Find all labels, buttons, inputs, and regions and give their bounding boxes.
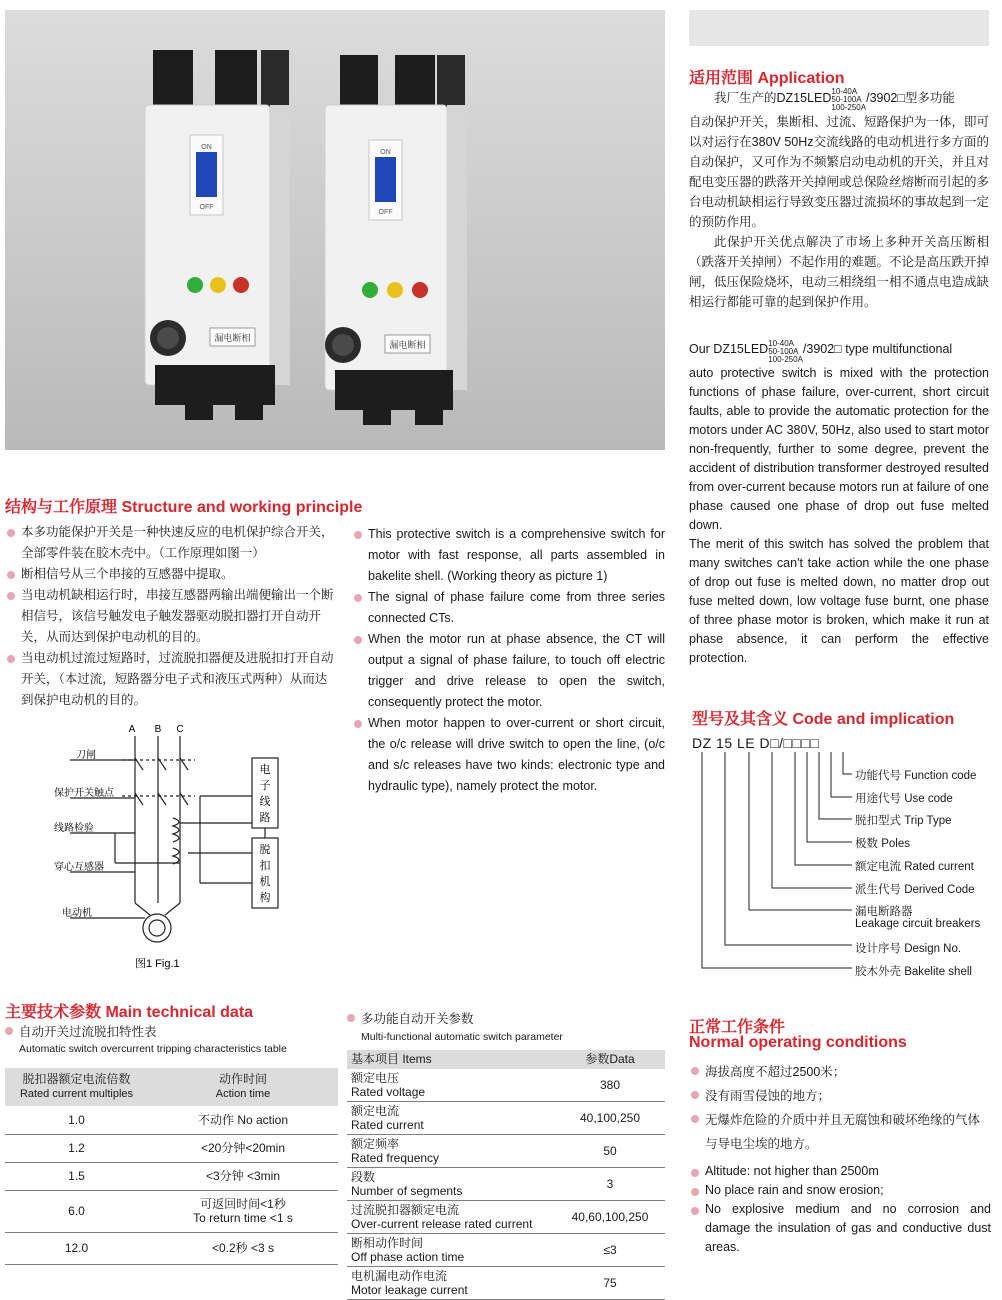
table-row: 12.0 <0.2秒 <3 s bbox=[5, 1232, 338, 1264]
circuit-diagram bbox=[40, 718, 340, 978]
condition-cn-item: 无爆炸危险的介质中并且无腐蚀和破坏绝缘的气体与导电尘埃的地方。 bbox=[689, 1108, 991, 1156]
conditions-title-en: Normal operating conditions bbox=[689, 1034, 907, 1051]
app-en-p1-rest: auto protective switch is mixed with the protection functions of phase failure, over-current, short circuit faults, able to provide the automatic protection for the motors under AC 380V, 50Hz, also used to start motor non-frequently, further to some degree, prevent the accident of distribution transformer destroyed resulted from over-current because motors run at failure of one phase caused one phase of drop out fuse melted down. bbox=[689, 366, 989, 532]
code-title: 型号及其含义 Code and implication bbox=[692, 711, 955, 728]
code-item-design: 设计序号 Design No. bbox=[855, 943, 962, 955]
oc-header-time: 动作时间 Action time bbox=[148, 1068, 338, 1106]
structure-cn-list bbox=[5, 522, 335, 711]
on-label-right: ON bbox=[380, 149, 391, 156]
structure-cn-item: 本多功能保护开关是一种快速反应的电机保护综合开关，全部零件装在胶木壳中。（工作原理如图一） bbox=[5, 522, 335, 564]
on-label-left: ON bbox=[201, 144, 212, 151]
structure-en-item: This protective switch is a comprehensive switch for motor with fast response, all parts assembled in bakelite shell. (Working theory as picture 1) bbox=[352, 524, 665, 587]
box1-char: 路 bbox=[259, 812, 271, 824]
box1-char: 子 bbox=[259, 780, 271, 792]
table-row: 断相动作时间 Off phase action time ≤3 bbox=[347, 1234, 665, 1267]
mf-header-item: 基本项目 Items bbox=[347, 1050, 555, 1069]
condition-en-item: No place rain and snow erosion; bbox=[689, 1181, 991, 1200]
table-row: 额定电压 Rated voltage 380 bbox=[347, 1069, 665, 1102]
code-item-poles: 极数 Poles bbox=[855, 838, 910, 850]
overcurrent-table bbox=[5, 1068, 338, 1265]
table-row: 段数 Number of segments 3 bbox=[347, 1168, 665, 1201]
box2-char: 构 bbox=[259, 892, 271, 904]
label-ct: 穿心互感器 bbox=[54, 862, 104, 873]
breaker-right bbox=[325, 55, 467, 425]
box2-char: 机 bbox=[259, 876, 271, 888]
table-row: 额定频率 Rated frequency 50 bbox=[347, 1135, 665, 1168]
app-cn-p1-rest: 自动保护开关，集断相、过流、短路保护为一体，即可以对运行在380V 50Hz交流线路的电动机进行多方面的自动保护，又可作为不频繁启动电动机的开关，并且对配电变压器的跌落开关掉闸或总保险丝熔断而引起的多台电动机缺相运行导致变压器过流损坏的事故起到一定的预防作用。 bbox=[689, 115, 990, 229]
phase-b: B bbox=[154, 724, 162, 735]
app-cn-p2: 此保护开关优点解决了市场上多种开关高压断相（跌落开关掉闸）不起作用的难题。不论是高压跌开掉闸，低压保险烧坏，电动三相绕组一相不通点电造成缺相运行都能可靠的起到保护作用。 bbox=[689, 235, 990, 309]
condition-en-item: Altitude: not higher than 2500m bbox=[689, 1162, 991, 1181]
structure-cn-item: 当电动机过流过短路时，过流脱扣器便及进脱扣打开自动开关，（本过流，短路器分电子式和液压式两种）从而达到保护电动机的目的。 bbox=[5, 648, 335, 711]
condition-cn-item: 没有雨雪侵蚀的地方； bbox=[689, 1084, 991, 1108]
bullet-dot bbox=[347, 1014, 355, 1022]
oc-title-en: Automatic switch overcurrent tripping characteristics table bbox=[19, 1043, 287, 1055]
oc-title-cn: 自动开关过流脱扣特性表 bbox=[19, 1025, 157, 1039]
technical-title: 主要技术参数 Main technical data bbox=[5, 1004, 254, 1021]
mf-title-cn: 多功能自动开关参数 bbox=[361, 1012, 474, 1026]
table-row: 过流脱扣器额定电流 Over-current release rated current 40,60,100,250 bbox=[347, 1201, 665, 1234]
figure-caption: 图1 Fig.1 bbox=[135, 958, 180, 970]
box2-char: 脱 bbox=[259, 844, 271, 856]
condition-en-item: No explosive medium and no corrosion and damage the insulation of gas and conductive dust areas. bbox=[689, 1200, 991, 1257]
box1-char: 电 bbox=[259, 764, 271, 776]
breaker-illustration bbox=[5, 10, 665, 450]
code-item-use: 用途代号 Use code bbox=[855, 793, 953, 805]
header-grey-bar bbox=[689, 10, 989, 46]
panel-label-left: 漏电断相 bbox=[214, 333, 251, 343]
label-line-check: 线路检验 bbox=[54, 823, 94, 834]
mf-title bbox=[347, 1011, 474, 1027]
condition-cn-item: 海拔高度不超过2500米； bbox=[689, 1060, 991, 1084]
product-photo bbox=[5, 10, 665, 450]
app-en-currents: 10-40A 50-100A 100-250A bbox=[768, 339, 803, 364]
table-row: 电机漏电动作电流 Motor leakage current 75 bbox=[347, 1267, 665, 1300]
structure-cn-item: 断相信号从三个串接的互感器中提取。 bbox=[5, 564, 335, 585]
phase-a: A bbox=[128, 724, 136, 735]
conditions-title-cn: 正常工作条件 bbox=[689, 1019, 786, 1036]
application-cn bbox=[689, 88, 989, 312]
oc-header-multiple: 脱扣器额定电流倍数 Rated current multiples bbox=[5, 1068, 148, 1106]
code-bracket-lines bbox=[692, 752, 862, 972]
off-label-left: OFF bbox=[199, 204, 214, 211]
code-item-current: 额定电流 Rated current bbox=[855, 861, 974, 873]
phase-c: C bbox=[176, 724, 184, 735]
model-code: DZ 15 LE D□/□□□□ bbox=[692, 735, 820, 751]
table-row: 6.0 可返回时间<1秒 To return time <1 s bbox=[5, 1190, 338, 1232]
code-item-derived: 派生代号 Derived Code bbox=[855, 884, 975, 896]
panel-label-right: 漏电断相 bbox=[389, 340, 426, 350]
code-item-shell: 胶木外壳 Bakelite shell bbox=[855, 966, 972, 978]
conditions-en-list bbox=[689, 1162, 991, 1257]
app-en-p2: The merit of this switch has solved the problem that many switches can't take action while the one phase of drop out fuse is melted down, no matter drop out fuse melted down, low voltage fuse burnt, one phase of three phase motor is broken, which make it run at phase absence, it can perform the effective protection. bbox=[689, 537, 989, 665]
conditions-cn-list bbox=[689, 1060, 991, 1156]
mf-header-data: 参数Data bbox=[555, 1050, 665, 1069]
application-en bbox=[689, 338, 989, 668]
oc-title bbox=[5, 1024, 157, 1040]
structure-en-item: When motor happen to over-current or short circuit, the o/c release will drive switch to open the line, (o/c and s/c releases have two kinds: electronic type and hydraulic type), namely protect the motor. bbox=[352, 713, 665, 797]
app-cn-prefix: 我厂生产的DZ15LED bbox=[714, 91, 832, 105]
multifunction-table bbox=[347, 1050, 665, 1300]
structure-en-item: When the motor run at phase absence, the CT will output a signal of phase failure, to touch off electric trigger and drive release to open the switch, consequently protect the motor. bbox=[352, 629, 665, 713]
structure-en-list bbox=[352, 524, 665, 797]
code-item-leakage-en: Leakage circuit breakers bbox=[855, 918, 981, 930]
app-cn-suffix: /3902□型多功能 bbox=[866, 91, 955, 105]
app-en-suffix: /3902□ type multifunctional bbox=[802, 342, 953, 356]
structure-en-item: The signal of phase failure come from three series connected CTs. bbox=[352, 587, 665, 629]
breaker-left bbox=[145, 50, 290, 420]
table-row: 1.5 <3分钟 <3min bbox=[5, 1162, 338, 1190]
code-item-function: 功能代号 Function code bbox=[855, 770, 977, 782]
structure-title: 结构与工作原理 Structure and working principle bbox=[5, 499, 363, 516]
off-label-right: OFF bbox=[378, 209, 393, 216]
box1-char: 线 bbox=[259, 796, 271, 808]
app-en-prefix: Our DZ15LED bbox=[689, 342, 769, 356]
structure-cn-item: 当电动机缺相运行时，串接互感器两输出端便输出一个断相信号，该信号触发电子触发器驱动脱扣器打开自动开关，从而达到保护电动机的目的。 bbox=[5, 585, 335, 648]
app-cn-currents: 10-40A 50-100A 100-250A bbox=[831, 87, 867, 112]
code-item-leakage-cn: 漏电断路器 bbox=[855, 906, 913, 918]
label-motor: 电动机 bbox=[62, 908, 92, 919]
code-item-trip: 脱扣型式 Trip Type bbox=[855, 815, 952, 827]
application-title: 适用范围 Application bbox=[689, 70, 845, 87]
label-protect-contact: 保护开关触点 bbox=[54, 788, 114, 799]
table-row: 额定电流 Rated current 40,100,250 bbox=[347, 1102, 665, 1135]
box2-char: 扣 bbox=[259, 860, 271, 872]
bullet-dot bbox=[5, 1027, 13, 1035]
label-knife-switch: 刀闸 bbox=[76, 750, 96, 761]
table-row: 1.2 <20分钟<20min bbox=[5, 1134, 338, 1162]
table-row: 1.0 不动作 No action bbox=[5, 1106, 338, 1134]
mf-title-en: Multi-functional automatic switch parameter bbox=[361, 1031, 563, 1043]
